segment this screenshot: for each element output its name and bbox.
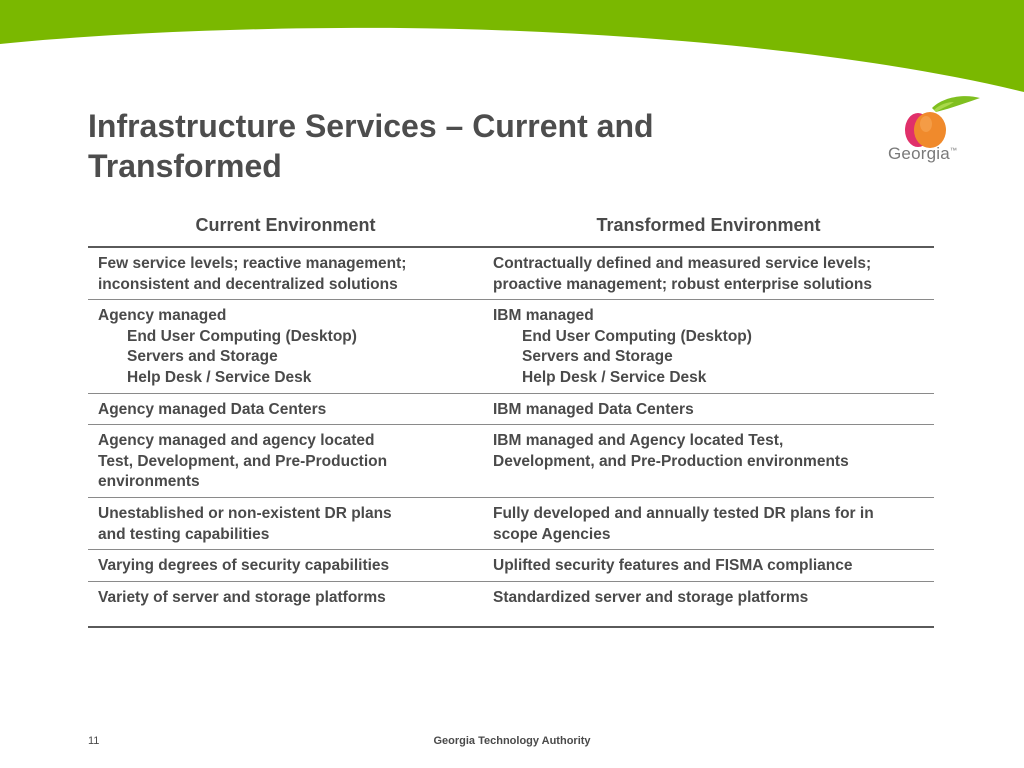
cell-text: Unestablished or non-existent DR plans <box>98 504 392 522</box>
georgia-wordmark: Georgia™ <box>888 144 958 163</box>
table-row <box>88 425 934 498</box>
page-title-line-1: Infrastructure Services – Current and <box>88 108 654 144</box>
page-title-line-2: Transformed <box>88 148 282 184</box>
cell-transformed <box>483 550 934 582</box>
column-header-current: Current Environment <box>88 204 483 247</box>
column-header-transformed: Transformed Environment <box>483 204 934 247</box>
cell-subitem: Help Desk / Service Desk <box>522 368 707 386</box>
cell-text: Agency managed Data Centers <box>98 400 327 418</box>
cell-current <box>88 581 483 627</box>
cell-transformed <box>483 581 934 627</box>
cell-transformed <box>483 497 934 549</box>
comparison-table-container <box>88 204 934 628</box>
cell-subitem: End User Computing (Desktop) <box>522 327 752 345</box>
cell-subitem: End User Computing (Desktop) <box>127 327 357 345</box>
cell-text: Varying degrees of security capabilities <box>98 557 390 575</box>
footer-organization: Georgia Technology Authority <box>433 735 591 747</box>
cell-transformed <box>483 393 934 425</box>
cell-text: IBM managed Data Centers <box>493 400 694 418</box>
cell-current <box>88 550 483 582</box>
table-header-row <box>88 204 934 247</box>
cell-text: proactive management; robust enterprise solutions <box>493 275 872 293</box>
cell-text: and testing capabilities <box>98 525 270 543</box>
table-row <box>88 393 934 425</box>
cell-text: IBM managed <box>493 307 594 325</box>
table-row <box>88 581 934 627</box>
cell-transformed <box>483 247 934 300</box>
table-row <box>88 497 934 549</box>
cell-current <box>88 300 483 393</box>
cell-text: Variety of server and storage platforms <box>98 588 386 606</box>
cell-text: Uplifted security features and FISMA compliance <box>493 557 853 575</box>
cell-text: inconsistent and decentralized solutions <box>98 275 398 293</box>
table-row <box>88 300 934 393</box>
cell-current <box>88 247 483 300</box>
cell-subitem: Servers and Storage <box>522 348 673 366</box>
cell-text: Few service levels; reactive management; <box>98 255 407 272</box>
cell-current <box>88 497 483 549</box>
cell-text: environments <box>98 473 200 491</box>
cell-text: Test, Development, and Pre-Production <box>98 452 388 470</box>
cell-text: IBM managed and Agency located Test, <box>493 432 784 450</box>
cell-text: Agency managed <box>98 307 227 325</box>
top-swoosh-banner <box>0 0 1024 100</box>
cell-transformed <box>483 425 934 498</box>
cell-text: Standardized server and storage platforms <box>493 588 809 606</box>
cell-text: Development, and Pre-Production environments <box>493 452 849 470</box>
cell-transformed <box>483 300 934 393</box>
table-row <box>88 247 934 300</box>
cell-text: Fully developed and annually tested DR plans for in <box>493 504 874 522</box>
table-row <box>88 550 934 582</box>
cell-text: Agency managed and agency located <box>98 432 375 450</box>
page-title <box>88 106 808 186</box>
peach-icon <box>888 92 984 148</box>
cell-current <box>88 393 483 425</box>
cell-subitem: Servers and Storage <box>127 348 278 366</box>
georgia-logo <box>888 92 984 172</box>
cell-subitem: Help Desk / Service Desk <box>127 368 312 386</box>
cell-text: Contractually defined and measured service levels; <box>493 255 872 272</box>
cell-text: scope Agencies <box>493 525 611 543</box>
comparison-table <box>88 204 934 628</box>
footer-page-number: 11 <box>88 735 100 747</box>
cell-current <box>88 425 483 498</box>
